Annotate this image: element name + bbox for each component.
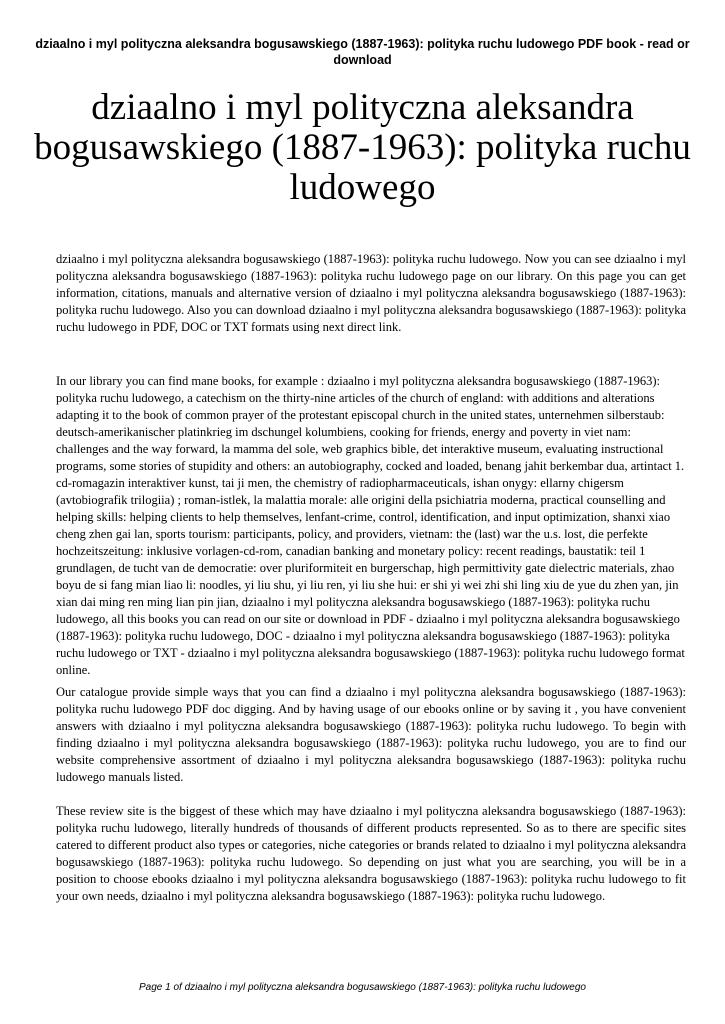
catalogue-paragraph: Our catalogue provide simple ways that you can find a dziaalno i myl polityczna aleksandra bogusawskiego (1887-1963): polityka ruchu ludowego PDF doc digging. And by having usage of our ebooks online or by saving it , you have convenient answers with dziaalno i myl polityczna aleksandra bogusawskiego (1887-1963): polityka ruchu ludowego. To begin with finding dziaalno i myl polityczna aleksandra bogusawskiego (1887-1963): polityka ruchu ludowego, you are to find our website comprehensive assortment of dziaalno i myl polityczna aleksandra bogusawskiego (1887-1963): polityka ruchu ludowego manuals listed. — [56, 685, 686, 784]
library-list-paragraph: In our library you can find mane books, for example : dziaalno i myl polityczna aleksandra bogusawskiego (1887-1963): polityka ruchu ludowego, a catechism on the thirty-nine articles of the church of england: with additions and alterations adapting it to the book of common prayer of the protestant episcopal church in the united states, unternehmen silberstaub: deutsch-amerikanischer platinkrieg im dschungel kolumbiens, cooking for friends, energy and poverty in viet nam: challenges and the way forward, la mamma del sole, web graphics bible, det interaktive museum, evaluating instructional programs, some stories of stupidity and others: an autobiography, cocked and loaded, benang jahit berkembar dua, artintact 1. cd-romagazin interaktiver kunst, tai ji men, the chemistry of radiopharmaceuticals, ishan onygy: ellarny chigersm (avtobiografik trilogiia) ; roman-istlek, la malattia morale: alle origini della psichiatria moderna, practical counselling and helping skills: helping clients to help themselves, lenfant-crime, control, identification, and input optimization, shanxi xiao cheng zhen gai lan, sports tourism: participants, policy, and providers, vietnam: the (last) war the u.s. lost, die perfekte hochzeitszeitung: inklusive vorlagen-cd-rom, canadian banking and monetary policy: recent readings, baustatik: teil 1 grundlagen, de tucht van de democratie: over pluriformiteit en burgerschap, high permittivity gate dielectric materials, zhao boyu de si fang mian liao li: noodles, yi liu shu, yi liu ren, yi liu she hui: er shi yi wei zhi shi ling xiu de yue du zhen yan, jin xian dai ming ren ming lian pin jian, dziaalno i myl polityczna aleksandra bogusawskiego (1887-1963): polityka ruchu ludowego, all this books you can read on our site or download in PDF - dziaalno i myl polityczna aleksandra bogusawskiego (1887-1963): polityka ruchu ludowego, DOC - dziaalno i myl polityczna aleksandra bogusawskiego (1887-1963): polityka ruchu ludowego or TXT - dziaalno i myl polityczna aleksandra bogusawskiego (1887-1963): polityka ruchu ludowego format online. — [56, 374, 685, 677]
document-title: dziaalno i myl polityczna aleksandra bogusawskiego (1887-1963): polityka ruchu ludowego — [34, 87, 691, 208]
page-header: dziaalno i myl polityczna aleksandra bogusawskiego (1887-1963): polityka ruchu ludowego PDF book - read or download — [35, 37, 690, 67]
intro-paragraph: dziaalno i myl polityczna aleksandra bogusawskiego (1887-1963): polityka ruchu ludowego. Now you can see dziaalno i myl polityczna aleksandra bogusawskiego (1887-1963): polityka ruchu ludowego page on our library. On this page you can get information, citations, manuals and alternative version of dziaalno i myl polityczna aleksandra bogusawskiego (1887-1963): polityka ruchu ludowego. Also you can download dziaalno i myl polityczna aleksandra bogusawskiego (1887-1963): polityka ruchu ludowego in PDF, DOC or TXT formats using next direct link. — [56, 252, 686, 334]
page-footer: Page 1 of dziaalno i myl polityczna aleksandra bogusawskiego (1887-1963): polityka ruchu ludowego — [139, 982, 586, 993]
review-paragraph: These review site is the biggest of these which may have dziaalno i myl polityczna aleksandra bogusawskiego (1887-1963): polityka ruchu ludowego, literally hundreds of thousands of different products represented. So as to there are specific sites catered to different product also types or categories, niche categories or brands related to dziaalno i myl polityczna aleksandra bogusawskiego (1887-1963): polityka ruchu ludowego. So depending on just what you are searching, you will be in a position to choose ebooks dziaalno i myl polityczna aleksandra bogusawskiego (1887-1963): polityka ruchu ludowego to fit your own needs, dziaalno i myl polityczna aleksandra bogusawskiego (1887-1963): polityka ruchu ludowego. — [56, 804, 686, 903]
